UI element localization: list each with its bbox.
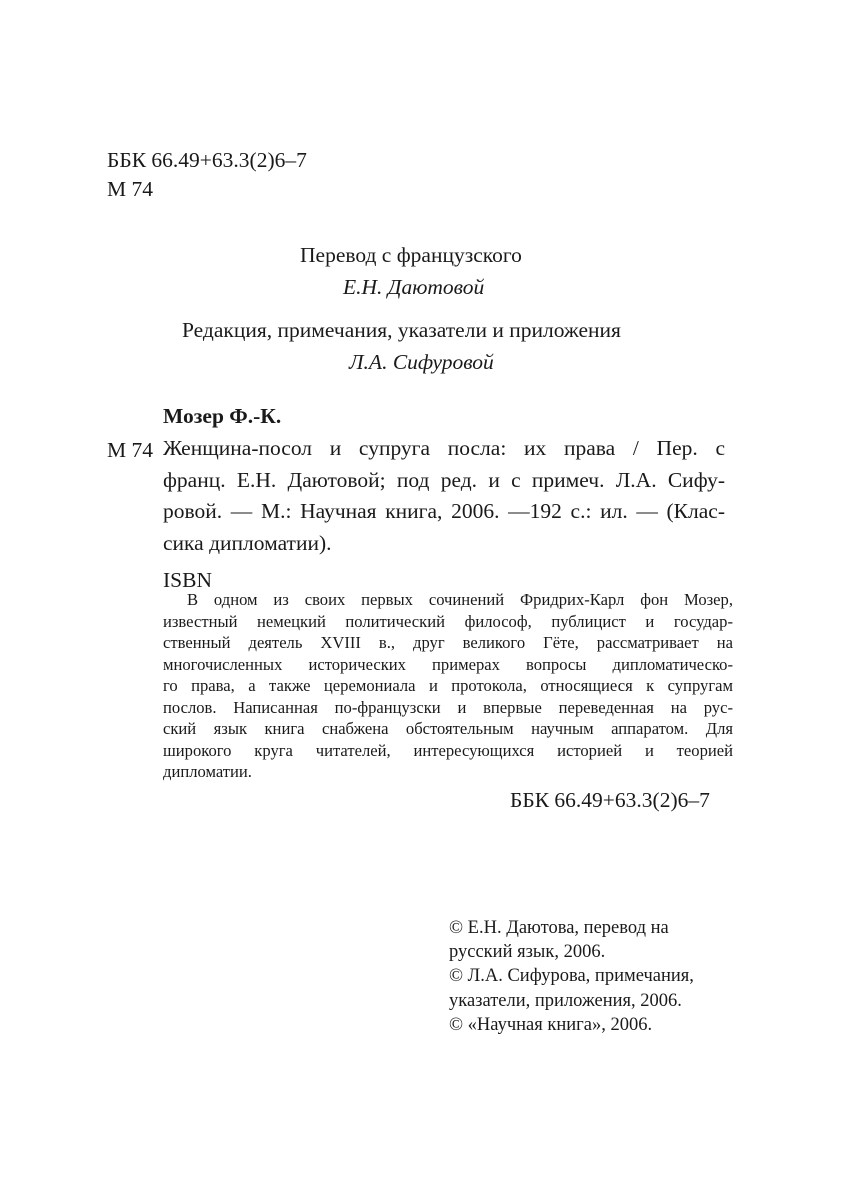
- copyright-line: © «Научная книга», 2006.: [449, 1014, 653, 1035]
- bbk-header: [107, 146, 307, 204]
- annotation-line: дипломатии.: [163, 762, 252, 781]
- editing-label: Редакция, примечания, указатели и приложения: [182, 318, 621, 342]
- annotation-line: ский язык книга снабжена обстоятельным научным аппаратом. Для: [163, 719, 733, 738]
- translation-label: Перевод с французского: [300, 243, 522, 267]
- isbn-label: ISBN: [163, 568, 212, 592]
- copyright-line: русский язык, 2006.: [449, 942, 606, 963]
- translator-name: Е.Н. Даютовой: [343, 275, 485, 299]
- annotation-line: многочисленных исторических примерах вопросы дипломатическо-: [163, 654, 733, 674]
- annotation-line: ственный деятель XVIII в., друг великого Гёте, рассматривает на: [163, 633, 733, 652]
- annotation-line: известный немецкий политический философ, публицист и государ-: [163, 611, 733, 631]
- copyright-block: [449, 916, 694, 1037]
- annotation-line: послов. Написанная по-французски и впервые переведенная на рус-: [163, 697, 733, 717]
- annotation-line: В одном из своих первых сочинений Фридрих-Карл фон Мозер,: [187, 590, 733, 609]
- annotation: [163, 589, 733, 783]
- author-sign: М 74: [107, 177, 153, 201]
- annotation-line: широкого круга читателей, интересующихся историей и теорией: [163, 740, 733, 760]
- bbk-code: ББК 66.49+63.3(2)6–7: [107, 148, 307, 172]
- annotation-line: го права, а также церемониала и протокола, относящиеся к супругам: [163, 676, 733, 695]
- editor-name: Л.А. Сифуровой: [349, 350, 494, 374]
- description-line: Женщина-посол и супруга посла: их права / Пер. с: [163, 436, 725, 460]
- description-line: франц. Е.Н. Даютовой; под ред. и с примеч. Л.А. Сифу-: [163, 467, 725, 492]
- record-author-sign: М 74: [107, 438, 153, 462]
- copyright-line: © Л.А. Сифурова, примечания,: [449, 966, 694, 987]
- copyright-line: © Е.Н. Даютова, перевод на: [449, 918, 669, 938]
- record-author: Мозер Ф.-К.: [163, 404, 282, 428]
- copyright-line: указатели, приложения, 2006.: [449, 990, 682, 1011]
- bibliographic-description: [163, 433, 725, 559]
- bbk-footer: ББК 66.49+63.3(2)6–7: [510, 788, 710, 812]
- description-line: ровой. — М.: Научная книга, 2006. —192 с.: ил. — (Клас-: [163, 499, 725, 523]
- description-line: сика дипломатии).: [163, 530, 332, 555]
